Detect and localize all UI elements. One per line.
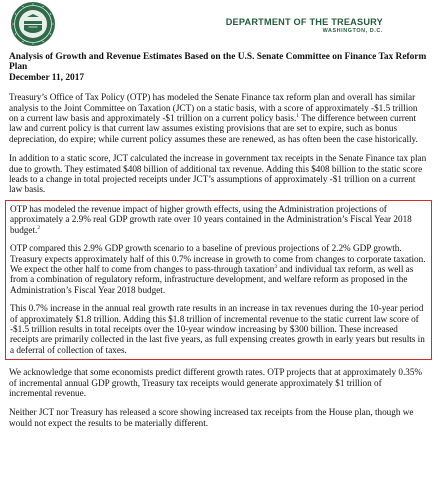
- department-name: DEPARTMENT OF THE TREASURY: [225, 17, 383, 27]
- paragraph-jct-growth: In addition to a static score, JCT calculated the increase in government tax receipts in the Senate Finance tax plan due to growth. They estimated $408 billion of additional tax revenue. Adding this $408 billion to the static score leads to a change in total projected receipts under JCT’s assumptions of approximately -$1 trillion on a current law basis.: [9, 153, 427, 195]
- paragraph-economists: We acknowledge that some economists predict different growth rates. OTP projects that at approximately 0.35% of incremental annual GDP growth, Treasury tax receipts would generate approximately $1 trillion of incremental revenue.: [9, 367, 423, 398]
- treasury-seal-icon: [10, 1, 56, 47]
- footnote-ref: 3: [274, 263, 278, 270]
- document-date: December 11, 2017: [9, 72, 85, 83]
- footnote-ref: 1: [296, 112, 300, 119]
- document-title: Analysis of Growth and Revenue Estimates Based on the U.S. Senate Committee on Finance Tax Reform Plan: [9, 52, 427, 73]
- letterhead: [9, 0, 427, 47]
- highlighted-section: [5, 200, 432, 360]
- department-location: WASHINGTON, D.C.: [322, 28, 383, 34]
- paragraph-otp-model: OTP has modeled the revenue impact of higher growth effects, using the Administration projections of approximately a 2.9% real GDP growth rate over 10 years contained in the Administration’s Fiscal Year 2018 budget.$^2$: [10, 203, 412, 235]
- paragraph-house-plan: Neither JCT nor Treasury has released a score showing increased tax receipts from the House plan, though we would not expect the results to be materially different.: [9, 407, 414, 428]
- paragraph-revenue-increase: This 0.7% increase in the annual real growth rate results in an increase in tax revenues during the 10-year period of approximately $1.8 trillion. Adding this $1.8 trillion of incremental revenue to the static current law score of -$1.5 trillion results in total receipts over the 10-year window increasing by $300 billion. These increased receipts are primarily collected in the last five years, as full expensing creates growth in early years but results in a deferral of collection of taxes.: [10, 303, 425, 355]
- paragraph-gdp-comparison: OTP compared this 2.9% GDP growth scenario to a baseline of previous projections of 2.2% GDP growth. Treasury expects approximately half of this 0.7% increase in growth to come from changes to corporate taxation. We expect the other half to come from changes to pass-through taxation$^3$ and individual tax reform, as well as from a combination of regulatory reform, infrastructure development, and welfare reform as proposed in the Administration’s Fiscal Year 2018 budget.: [10, 243, 426, 295]
- footnote-ref: 2: [37, 224, 41, 231]
- paragraph-static-score: Treasury’s Office of Tax Policy (OTP) has modeled the Senate Finance tax reform plan and overall has similar analysis to the Joint Committee on Taxation (JCT) on a static basis, with a score of approximately -$1.5 trillion on a current law basis and approximately -$1 trillion on a current policy basis.$^1$ The difference between current law and current policy is that current law assumes existing provisions that are set to expire, such as bonus depreciation, do expire; while current policy assumes these are renewed, as has often been the case historically.: [9, 92, 418, 144]
